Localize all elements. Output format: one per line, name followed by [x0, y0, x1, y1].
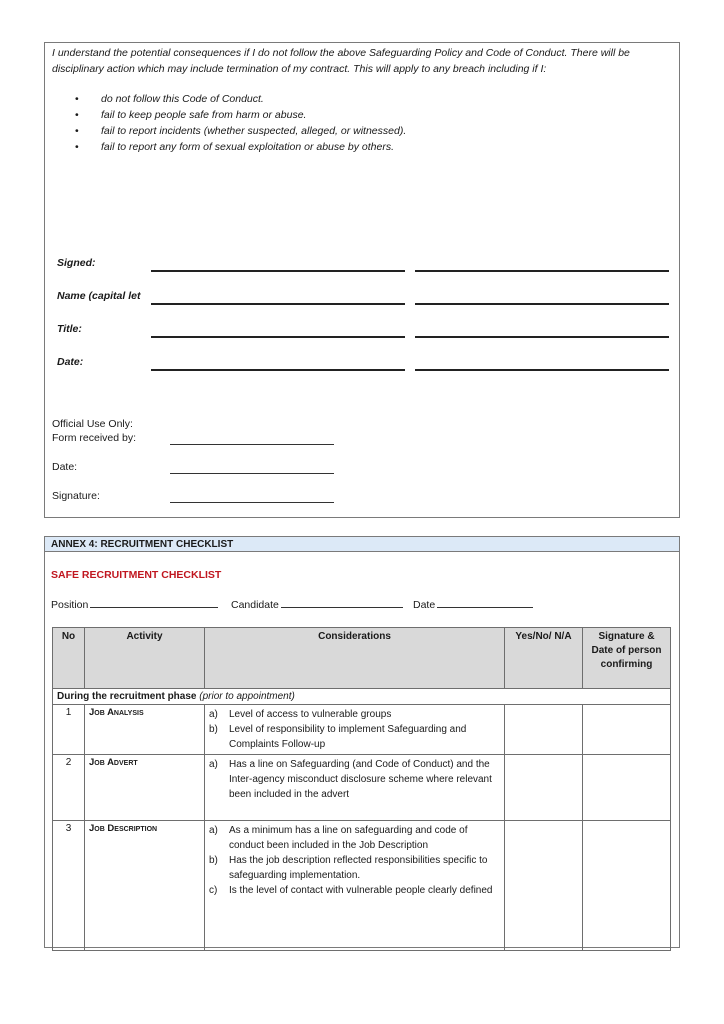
signed-label: Signed: — [57, 257, 96, 269]
row-number: 2 — [53, 755, 85, 821]
row-activity: Job Description — [85, 821, 205, 951]
recruitment-checklist-table — [52, 627, 671, 951]
breach-item: • fail to report incidents (whether suspected, alleged, or witnessed). — [75, 123, 406, 139]
form-received-row — [52, 432, 352, 448]
name-line-2[interactable] — [415, 303, 669, 305]
official-date-row — [52, 461, 352, 477]
date-line-1[interactable] — [151, 369, 405, 371]
breach-list — [75, 91, 406, 155]
phase-cell — [53, 689, 671, 705]
item-text: Level of responsibility to implement Safeguarding and Complaints Follow-up — [229, 724, 467, 750]
row-considerations — [205, 705, 505, 755]
candidate-label: Candidate — [231, 599, 279, 611]
row-yes-no-na-cell[interactable] — [505, 705, 583, 755]
date-field — [413, 597, 533, 611]
row-number: 1 — [53, 705, 85, 755]
item-text: Has the job description reflected responsibilities specific to safeguarding implementation. — [229, 855, 488, 881]
item-text: Is the level of contact with vulnerable people clearly defined — [229, 885, 493, 896]
meta-date-label: Date — [413, 599, 436, 611]
item-marker: a) — [209, 709, 218, 720]
form-received-line[interactable] — [170, 444, 334, 445]
table-row — [53, 705, 671, 755]
consideration-item — [209, 823, 500, 853]
breach-item: • fail to report any form of sexual exploitation or abuse by others. — [75, 139, 406, 155]
consideration-item — [209, 883, 500, 898]
name-row — [57, 290, 669, 310]
candidate-meta-row — [51, 597, 651, 613]
col-header-yes-no-na: Yes/No/ N/A — [505, 628, 583, 689]
item-marker: c) — [209, 885, 218, 896]
item-marker: b) — [209, 855, 218, 866]
declaration-text: I understand the potential consequences if I do not follow the above Safeguarding Policy and Code of Conduct. There will be disciplinary action which may include termination of my contract. This will apply to any breach including if I: — [52, 47, 630, 75]
candidate-field — [231, 597, 403, 611]
row-considerations — [205, 821, 505, 951]
phase-label: During the recruitment phase — [57, 691, 197, 702]
item-text: As a minimum has a line on safeguarding and code of conduct been included in the Job Description — [229, 825, 468, 851]
col-header-signature: Signature & Date of person confirming — [583, 628, 671, 689]
phase-note: (prior to appointment) — [199, 691, 295, 702]
annex-box — [44, 536, 680, 948]
official-use-title: Official Use Only: — [52, 418, 133, 430]
name-label: Name (capital let — [57, 290, 141, 302]
official-signature-label: Signature: — [52, 490, 100, 502]
item-text: Has a line on Safeguarding (and Code of Conduct) and the Inter-agency misconduct disclosure scheme where relevant been included in the advert — [229, 759, 492, 800]
safe-recruitment-title: SAFE RECRUITMENT CHECKLIST — [51, 569, 222, 581]
date-row — [57, 356, 669, 376]
signed-line-1[interactable] — [151, 270, 405, 272]
item-marker: a) — [209, 759, 218, 770]
row-yes-no-na-cell[interactable] — [505, 755, 583, 821]
row-signature-cell[interactable] — [583, 755, 671, 821]
official-signature-row — [52, 490, 352, 506]
date-line-2[interactable] — [415, 369, 669, 371]
row-considerations — [205, 755, 505, 821]
signed-line-2[interactable] — [415, 270, 669, 272]
title-label: Title: — [57, 323, 82, 335]
title-line-2[interactable] — [415, 336, 669, 338]
table-header-row — [53, 628, 671, 689]
col-header-no: No — [53, 628, 85, 689]
row-activity: Job Analysis — [85, 705, 205, 755]
item-text: Level of access to vulnerable groups — [229, 709, 392, 720]
date-label: Date: — [57, 356, 84, 368]
row-signature-cell[interactable] — [583, 821, 671, 951]
position-field — [51, 597, 218, 611]
consideration-item — [209, 757, 500, 802]
item-marker: b) — [209, 724, 218, 735]
official-date-line[interactable] — [170, 473, 334, 474]
row-yes-no-na-cell[interactable] — [505, 821, 583, 951]
form-received-label: Form received by: — [52, 432, 137, 444]
consideration-item — [209, 707, 500, 722]
consideration-item — [209, 722, 500, 752]
signed-row — [57, 257, 669, 277]
official-date-label: Date: — [52, 461, 78, 473]
annex-header: ANNEX 4: RECRUITMENT CHECKLIST — [45, 537, 679, 552]
row-number: 3 — [53, 821, 85, 951]
breach-item: • fail to keep people safe from harm or abuse. — [75, 107, 406, 123]
breach-item: • do not follow this Code of Conduct. — [75, 91, 406, 107]
meta-date-line[interactable] — [437, 597, 533, 608]
declaration-box — [44, 42, 680, 518]
col-header-activity: Activity — [85, 628, 205, 689]
table-row — [53, 821, 671, 951]
position-label: Position — [51, 599, 89, 611]
table-row — [53, 755, 671, 821]
row-activity: Job Advert — [85, 755, 205, 821]
item-marker: a) — [209, 825, 218, 836]
position-line[interactable] — [90, 597, 218, 608]
title-line-1[interactable] — [151, 336, 405, 338]
candidate-line[interactable] — [281, 597, 403, 608]
name-line-1[interactable] — [151, 303, 405, 305]
title-row — [57, 323, 669, 343]
consideration-item — [209, 853, 500, 883]
phase-row — [53, 689, 671, 705]
row-signature-cell[interactable] — [583, 705, 671, 755]
official-signature-line[interactable] — [170, 502, 334, 503]
col-header-considerations: Considerations — [205, 628, 505, 689]
